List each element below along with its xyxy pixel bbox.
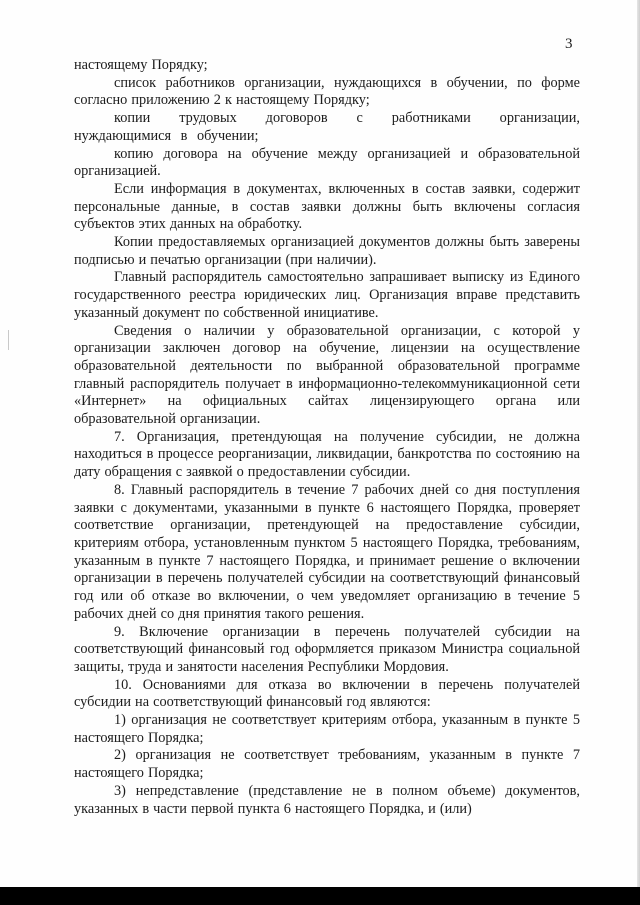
paragraph: копию договора на обучение между организацией и образовательной организацией. <box>74 145 580 180</box>
paragraph: 10. Основаниями для отказа во включении в перечень получателей субсидии на соответствующий финансовый год являются: <box>74 676 580 711</box>
paragraph: настоящему Порядку; <box>74 57 208 73</box>
paragraph: копии трудовых договоров с работниками организации, нуждающимися в обучении; <box>74 110 580 144</box>
scan-artifact <box>8 330 9 350</box>
paragraph: 8. Главный распорядитель в течение 7 рабочих дней со дня поступления заявки с документами, указанными в пункте 6 настоящего Порядка, проверяет соответствие организации, претендующей на предоставление субсидии, критериям отбора, установленным пунктом 5 настоящего Порядка, требованиям, указанным в пункте 7 настоящего Порядка, и принимает решение о включении организации в перечень получателей субсидии на соответствующий финансовый год или об отказе во включении, о чем уведомляет организацию в течение 5 рабочих дней со дня принятия такого решения. <box>74 481 580 622</box>
paragraph: 3) непредставление (представление не в полном объеме) документов, указанных в части первой пункта 6 настоящего Порядка, и (или) <box>74 782 580 817</box>
paragraph: список работников организации, нуждающихся в обучении, по форме согласно приложению 2 к настоящему Порядку; <box>74 74 580 109</box>
paragraph: 2) организация не соответствует требованиям, указанным в пункте 7 настоящего Порядка; <box>74 747 580 782</box>
paragraph: Главный распорядитель самостоятельно запрашивает выписку из Единого государственного реестра юридических лиц. Организация вправе представить указанный документ по собственной инициативе. <box>74 269 580 321</box>
paragraph: Сведения о наличии у образовательной организации, с которой у организации заключен договор на обучение, лицензии на осуществление образовательной деятельности по выбранной образовательной программе главный распорядитель получает в информационно-телекоммуникационной сети «Интернет» на официальных сайтах лицензирующего органа или образовательной организации. <box>74 322 580 428</box>
paragraph: 7. Организация, претендующая на получение субсидии, не должна находиться в процессе реорганизации, ликвидации, банкротства по состоянию на дату обращения с заявкой о предоставлении субсидии. <box>74 428 580 481</box>
scan-edge-bottom <box>0 887 640 905</box>
paragraph: 1) организация не соответствует критериям отбора, указанным в пункте 5 настоящего Порядка; <box>74 712 580 746</box>
page-number: 3 <box>565 36 573 52</box>
paragraph: 9. Включение организации в перечень получателей субсидии на соответствующий финансовый год оформляется приказом Министра социальной защиты, труда и занятости населения Республики Мордовия. <box>74 623 580 675</box>
document-body <box>74 57 580 818</box>
paragraph: Копии предоставляемых организацией документов должны быть заверены подписью и печатью организации (при наличии). <box>74 234 580 268</box>
paragraph: Если информация в документах, включенных в состав заявки, содержит персональные данные, в состав заявки должны быть включены согласия субъектов этих данных на обработку. <box>74 180 580 233</box>
